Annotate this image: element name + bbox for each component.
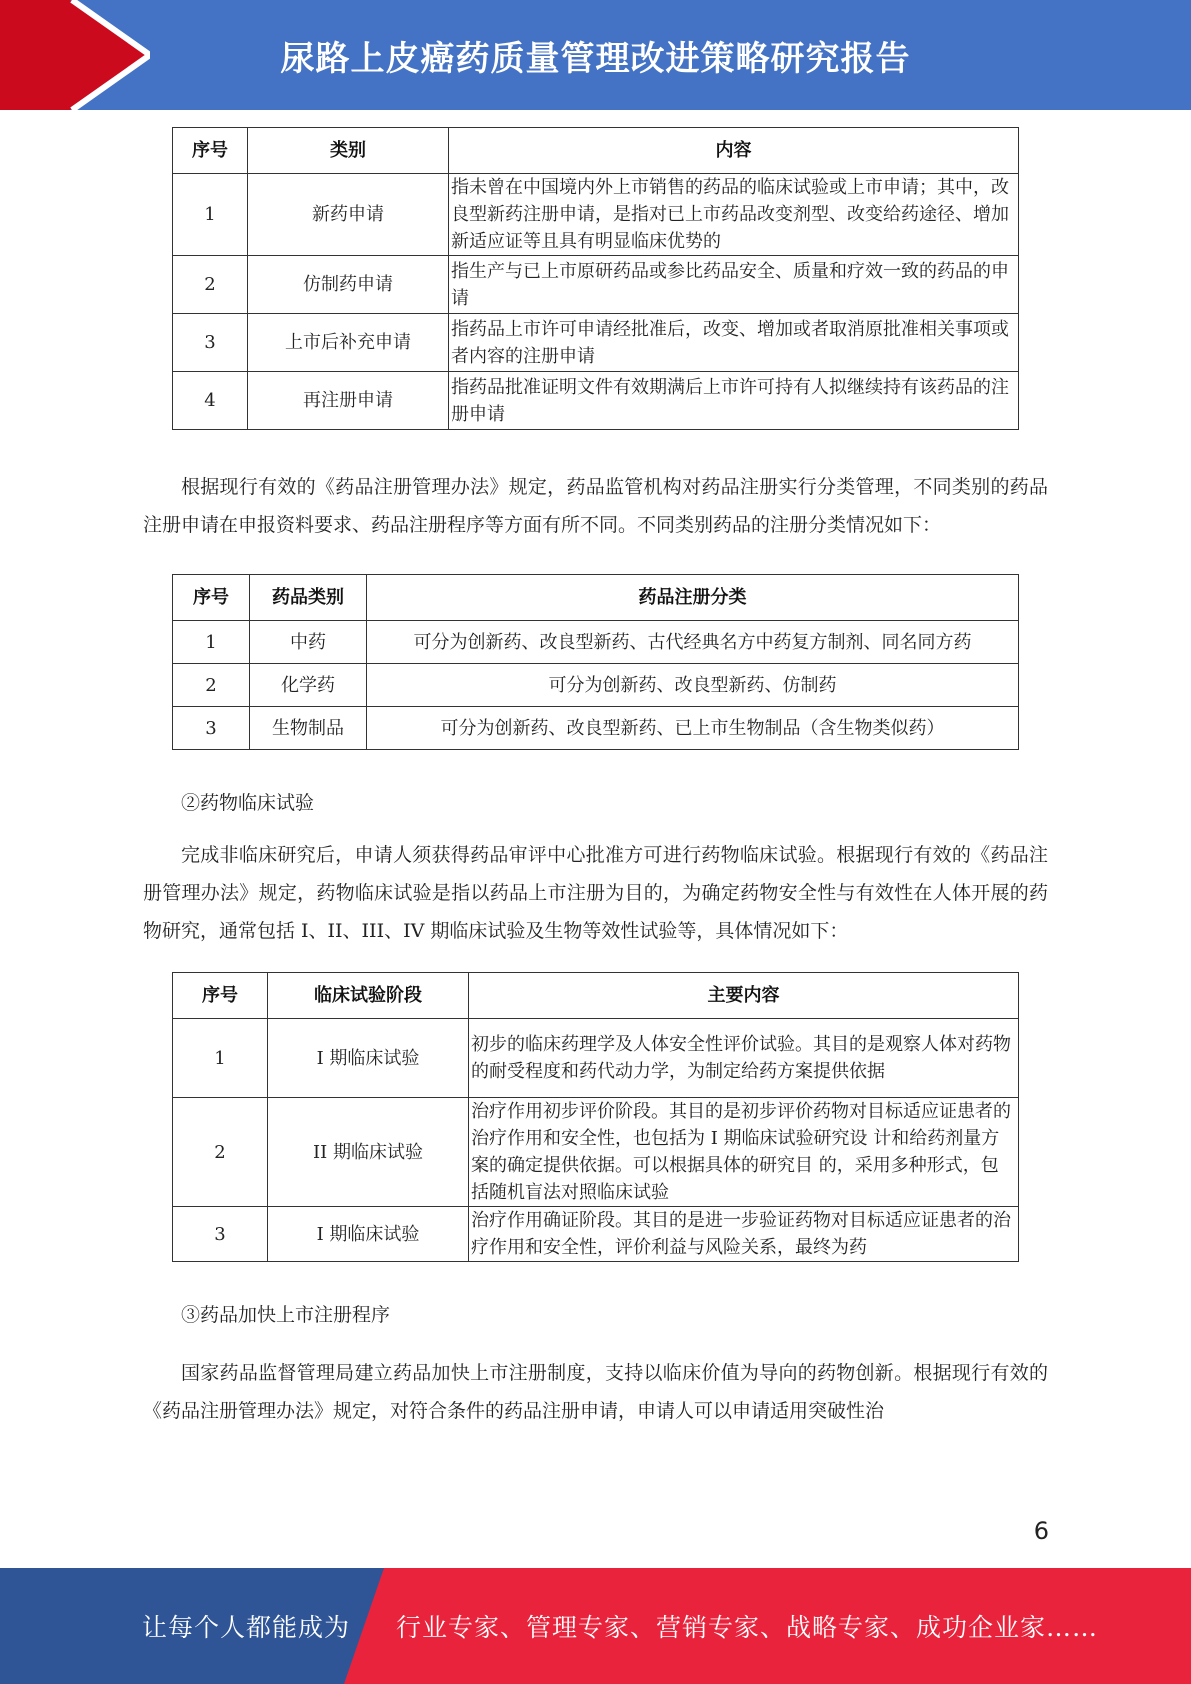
footer-slogan-left: 让每个人都能成为 (142, 1613, 351, 1642)
row-content: 可分为创新药、改良型新药、已上市生物制品（含生物类似药） (367, 707, 1019, 750)
column-header: 药品注册分类 (367, 575, 1019, 621)
row-content: 治疗作用初步评价阶段。其目的是初步评价药物对目标适应证患者的治疗作用和安全性，也包括为 I 期临床试验研究设 计和给药剂量方案的确定提供依据。可以根据具体的研究目 的，采用多种形式，包括随机盲法对照临床试验 (469, 1098, 1019, 1207)
page-footer (0, 1568, 1191, 1684)
table-row (173, 664, 1019, 707)
row-content: 初步的临床药理学及人体安全性评价试验。其目的是观察人体对药物的耐受程度和药代动力学，为制定给药方案提供依据 (469, 1019, 1019, 1098)
application-type-table (172, 127, 1019, 430)
section-heading-accelerated-registration: ③药品加快上市注册程序 (181, 1304, 391, 1326)
section-heading-clinical-trials: ②药物临床试验 (181, 792, 315, 814)
table-header-row (173, 973, 1019, 1019)
column-header: 主要内容 (469, 973, 1019, 1019)
table-row (173, 314, 1019, 372)
column-header: 内容 (449, 128, 1019, 174)
row-content: 可分为创新药、改良型新药、仿制药 (367, 664, 1019, 707)
table-row (173, 1098, 1019, 1207)
column-header: 临床试验阶段 (268, 973, 469, 1019)
column-header: 药品类别 (250, 575, 367, 621)
row-category: 上市后补充申请 (248, 314, 449, 372)
row-number: 1 (173, 621, 250, 664)
column-header: 类别 (248, 128, 449, 174)
clinical-trial-phase-table (172, 972, 1019, 1262)
row-stage: II 期临床试验 (268, 1098, 469, 1207)
row-number: 2 (173, 1098, 268, 1207)
table-row (173, 256, 1019, 314)
row-number: 1 (173, 1019, 268, 1098)
row-content: 可分为创新药、改良型新药、古代经典名方中药复方制剂、同名同方药 (367, 621, 1019, 664)
table-row (173, 372, 1019, 430)
table-row (173, 1019, 1019, 1098)
report-title: 尿路上皮癌药质量管理改进策略研究报告 (280, 38, 911, 79)
page-number: 6 (1033, 1517, 1049, 1545)
row-number: 3 (173, 1207, 268, 1262)
row-number: 2 (173, 664, 250, 707)
row-number: 3 (173, 314, 248, 372)
page-content (143, 127, 1048, 1430)
row-category: 中药 (250, 621, 367, 664)
row-content: 指药品上市许可申请经批准后，改变、增加或者取消原批准相关事项或者内容的注册申请 (449, 314, 1019, 372)
row-number: 2 (173, 256, 248, 314)
column-header: 序号 (173, 128, 248, 174)
table-row (173, 174, 1019, 256)
footer-slogan-right: 行业专家、管理专家、营销专家、战略专家、成功企业家…… (396, 1613, 1099, 1642)
row-number: 1 (173, 174, 248, 256)
table-header-row (173, 575, 1019, 621)
row-category: 化学药 (250, 664, 367, 707)
table-row (173, 707, 1019, 750)
drug-category-table (172, 574, 1019, 750)
paragraph-clinical-trials: 完成非临床研究后，申请人须获得药品审评中心批准方可进行药物临床试验。根据现行有效的《药品注册管理办法》规定，药物临床试验是指以药品上市注册为目的，为确定药物安全性与有效性在人体开展的药物研究，通常包括 I、II、III、IV 期临床试验及生物等效性试验等，具体情况如下： (143, 844, 1048, 942)
row-content: 指生产与已上市原研药品或参比药品安全、质量和疗效一致的药品的申请 (449, 256, 1019, 314)
row-category: 生物制品 (250, 707, 367, 750)
row-category: 仿制药申请 (248, 256, 449, 314)
row-category: 再注册申请 (248, 372, 449, 430)
page-header (0, 0, 1191, 110)
table-header-row (173, 128, 1019, 174)
header-chevron-decoration (0, 0, 150, 110)
row-category: 新药申请 (248, 174, 449, 256)
row-content: 指药品批准证明文件有效期满后上市许可持有人拟继续持有该药品的注册申请 (449, 372, 1019, 430)
row-number: 4 (173, 372, 248, 430)
row-stage: I 期临床试验 (268, 1019, 469, 1098)
column-header: 序号 (173, 575, 250, 621)
row-content: 治疗作用确证阶段。其目的是进一步验证药物对目标适应证患者的治疗作用和安全性，评价利益与风险关系，最终为药 (469, 1207, 1019, 1262)
table-row (173, 621, 1019, 664)
row-content: 指未曾在中国境内外上市销售的药品的临床试验或上市申请；其中，改良型新药注册申请，是指对已上市药品改变剂型、改变给药途径、增加新适应证等且具有明显临床优势的 (449, 174, 1019, 256)
paragraph-registration-classification: 根据现行有效的《药品注册管理办法》规定，药品监管机构对药品注册实行分类管理，不同类别的药品注册申请在申报资料要求、药品注册程序等方面有所不同。不同类别药品的注册分类情况如下： (143, 476, 1048, 536)
row-stage: I 期临床试验 (268, 1207, 469, 1262)
column-header: 序号 (173, 973, 268, 1019)
table-row (173, 1207, 1019, 1262)
row-number: 3 (173, 707, 250, 750)
paragraph-accelerated-registration: 国家药品监督管理局建立药品加快上市注册制度，支持以临床价值为导向的药物创新。根据现行有效的《药品注册管理办法》规定，对符合条件的药品注册申请，申请人可以申请适用突破性治 (143, 1362, 1048, 1422)
